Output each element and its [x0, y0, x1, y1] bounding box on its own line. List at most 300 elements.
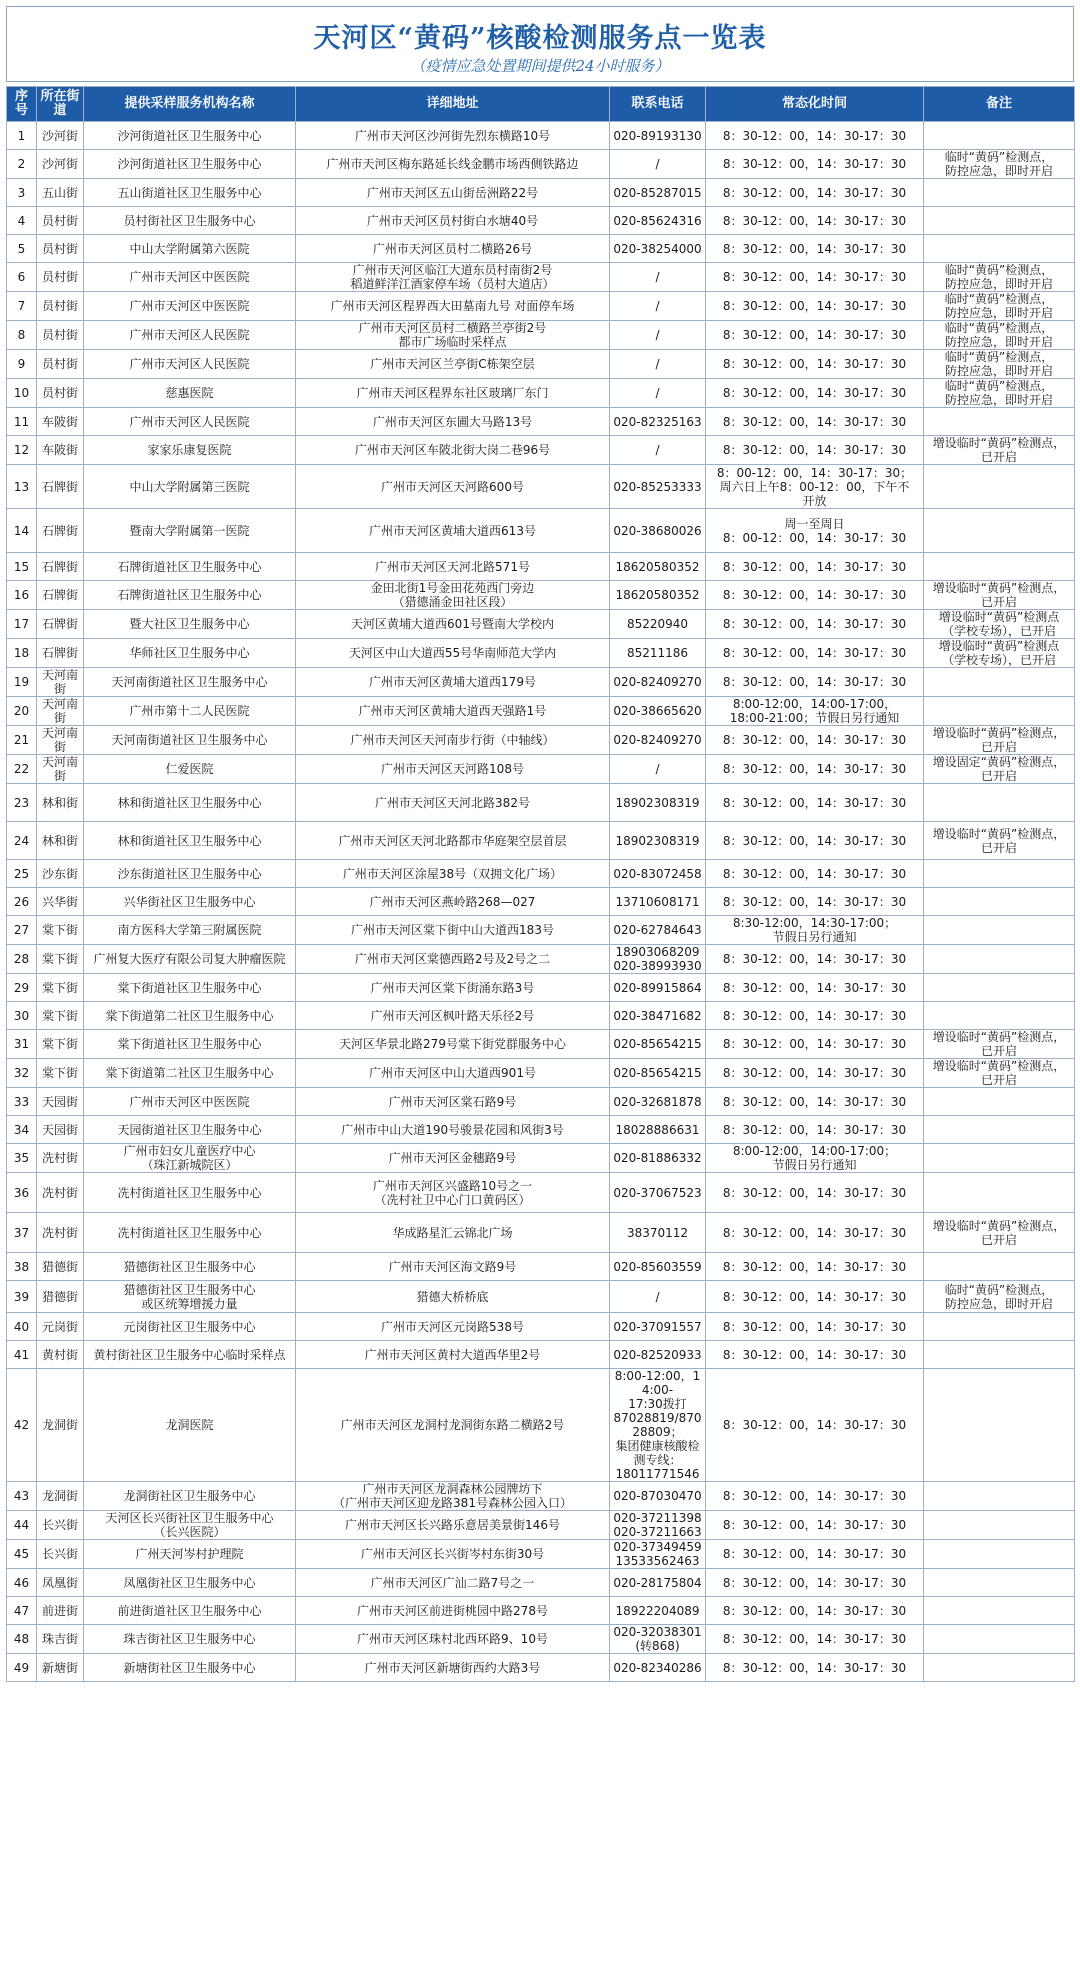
cell-phone: /: [610, 436, 706, 465]
cell-index: 9: [7, 350, 37, 379]
cell-index: 20: [7, 697, 37, 726]
cell-remarks: [924, 1173, 1075, 1213]
cell-remarks: 临时“黄码”检测点， 防控应急，即时开启: [924, 150, 1075, 179]
table-row: [7, 1059, 1075, 1088]
cell-institution: 石牌街道社区卫生服务中心: [84, 581, 296, 610]
table-row: [7, 916, 1075, 945]
cell-street: 棠下街: [37, 1059, 84, 1088]
cell-phone: 020-32038301 (转868): [610, 1625, 706, 1654]
cell-institution: 华师社区卫生服务中心: [84, 639, 296, 668]
cell-address: 猎德大桥桥底: [296, 1281, 610, 1313]
cell-institution: 元岗街社区卫生服务中心: [84, 1313, 296, 1341]
cell-hours: 8：30-12：00，14：30-17：30: [706, 292, 924, 321]
cell-remarks: 增设临时“黄码”检测点， 已开启: [924, 436, 1075, 465]
cell-remarks: 增设临时“黄码”检测点， 已开启: [924, 1059, 1075, 1088]
cell-address: 广州市天河区长兴路乐意居美景街146号: [296, 1511, 610, 1540]
cell-street: 新塘街: [37, 1654, 84, 1682]
cell-hours: 8：30-12：00，14：30-17：30: [706, 1597, 924, 1625]
cell-remarks: [924, 974, 1075, 1002]
cell-institution: 沙河街道社区卫生服务中心: [84, 122, 296, 150]
table-row: [7, 822, 1075, 860]
cell-remarks: [924, 1088, 1075, 1116]
cell-phone: /: [610, 350, 706, 379]
cell-address: 广州市天河区车陂北街大岗二巷96号: [296, 436, 610, 465]
cell-hours: 8：30-12：00，14：30-17：30: [706, 1116, 924, 1144]
cell-phone: 020-82325163: [610, 408, 706, 436]
cell-phone: /: [610, 379, 706, 408]
cell-address: 广州市天河区天河路600号: [296, 465, 610, 509]
cell-institution: 黄村街社区卫生服务中心临时采样点: [84, 1341, 296, 1369]
cell-street: 凤凰街: [37, 1569, 84, 1597]
cell-remarks: [924, 1002, 1075, 1030]
cell-institution: 广州市第十二人民医院: [84, 697, 296, 726]
cell-street: 兴华街: [37, 888, 84, 916]
cell-institution: 天河南街道社区卫生服务中心: [84, 668, 296, 697]
cell-street: 天河南街: [37, 755, 84, 784]
cell-street: 天河南街: [37, 726, 84, 755]
cell-hours: 8：30-12：00，14：30-17：30: [706, 1030, 924, 1059]
cell-hours: 8：30-12：00，14：30-17：30: [706, 321, 924, 350]
cell-address: 广州市中山大道190号骏景花园和风街3号: [296, 1116, 610, 1144]
cell-institution: 暨大社区卫生服务中心: [84, 610, 296, 639]
cell-hours: 8：30-12：00，14：30-17：30: [706, 974, 924, 1002]
cell-remarks: [924, 1313, 1075, 1341]
cell-street: 猎德街: [37, 1281, 84, 1313]
table-row: [7, 1341, 1075, 1369]
cell-phone: 020-85287015: [610, 179, 706, 207]
cell-hours: 8：00-12：00，14：30-17：30； 周六日上午8：00-12：00，下午不 开放: [706, 465, 924, 509]
table-row: [7, 974, 1075, 1002]
cell-street: 员村街: [37, 207, 84, 235]
cell-index: 10: [7, 379, 37, 408]
cell-hours: 8：30-12：00，14：30-17：30: [706, 610, 924, 639]
cell-address: 广州市天河区梅东路延长线金鹏市场西侧铁路边: [296, 150, 610, 179]
cell-address: 广州市天河区天河北路382号: [296, 784, 610, 822]
cell-street: 五山街: [37, 179, 84, 207]
cell-address: 广州市天河区龙洞森林公园牌坊下 （广州市天河区迎龙路381号森林公园入口）: [296, 1482, 610, 1511]
cell-institution: 中山大学附属第三医院: [84, 465, 296, 509]
table-row: [7, 150, 1075, 179]
cell-hours: 8：30-12：00，14：30-17：30: [706, 235, 924, 263]
cell-phone: 020-32681878: [610, 1088, 706, 1116]
cell-street: 员村街: [37, 350, 84, 379]
cell-street: 长兴街: [37, 1540, 84, 1569]
cell-hours: 8：30-12：00，14：30-17：30: [706, 122, 924, 150]
cell-address: 广州市天河区五山街岳洲路22号: [296, 179, 610, 207]
cell-phone: 020-82409270: [610, 726, 706, 755]
cell-street: 石牌街: [37, 581, 84, 610]
col-header-phone: 联系电话: [610, 87, 706, 122]
cell-remarks: [924, 235, 1075, 263]
cell-hours: 8：30-12：00，14：30-17：30: [706, 179, 924, 207]
cell-phone: 020-38254000: [610, 235, 706, 263]
cell-remarks: 增设临时“黄码”检测点 （学校专场），已开启: [924, 610, 1075, 639]
cell-phone: /: [610, 150, 706, 179]
cell-street: 长兴街: [37, 1511, 84, 1540]
cell-remarks: [924, 916, 1075, 945]
cell-index: 38: [7, 1253, 37, 1281]
cell-phone: 020-37091557: [610, 1313, 706, 1341]
cell-remarks: [924, 697, 1075, 726]
table-row: [7, 639, 1075, 668]
cell-phone: 020-82409270: [610, 668, 706, 697]
cell-address: 广州市天河区棠下街涌东路3号: [296, 974, 610, 1002]
cell-institution: 林和街道社区卫生服务中心: [84, 784, 296, 822]
cell-phone: 13710608171: [610, 888, 706, 916]
cell-hours: 8：30-12：00，14：30-17：30: [706, 1059, 924, 1088]
cell-institution: 棠下街道第二社区卫生服务中心: [84, 1059, 296, 1088]
cell-index: 43: [7, 1482, 37, 1511]
cell-phone: 020-37211398 020-37211663: [610, 1511, 706, 1540]
table-row: [7, 179, 1075, 207]
cell-phone: 020-89193130: [610, 122, 706, 150]
cell-phone: 8:00-12:00，14:00- 17:30拨打 87028819/87028809； 集团健康核酸检测专线： 18011771546: [610, 1369, 706, 1482]
cell-index: 4: [7, 207, 37, 235]
cell-remarks: [924, 465, 1075, 509]
cell-institution: 龙洞街社区卫生服务中心: [84, 1482, 296, 1511]
cell-remarks: 增设临时“黄码”检测点， 已开启: [924, 581, 1075, 610]
cell-hours: 8：30-12：00，14：30-17：30: [706, 1088, 924, 1116]
cell-phone: 18922204089: [610, 1597, 706, 1625]
cell-hours: 8：30-12：00，14：30-17：30: [706, 945, 924, 974]
cell-index: 17: [7, 610, 37, 639]
cell-address: 广州市天河区天河南步行街（中轴线）: [296, 726, 610, 755]
cell-hours: 8：30-12：00，14：30-17：30: [706, 755, 924, 784]
cell-street: 黄村街: [37, 1341, 84, 1369]
cell-index: 3: [7, 179, 37, 207]
cell-index: 39: [7, 1281, 37, 1313]
cell-hours: 8：30-12：00，14：30-17：30: [706, 350, 924, 379]
cell-address: 广州市天河区兰亭街C栋架空层: [296, 350, 610, 379]
cell-hours: 8：30-12：00，14：30-17：30: [706, 1654, 924, 1682]
table-row: [7, 945, 1075, 974]
table-row: [7, 1002, 1075, 1030]
cell-hours: 8：30-12：00，14：30-17：30: [706, 726, 924, 755]
table-row: [7, 755, 1075, 784]
cell-street: 猎德街: [37, 1253, 84, 1281]
cell-phone: 85211186: [610, 639, 706, 668]
cell-phone: 020-82520933: [610, 1341, 706, 1369]
cell-index: 46: [7, 1569, 37, 1597]
cell-phone: /: [610, 755, 706, 784]
cell-index: 32: [7, 1059, 37, 1088]
cell-street: 石牌街: [37, 509, 84, 553]
cell-address: 广州市天河区黄埔大道西613号: [296, 509, 610, 553]
cell-hours: 8：30-12：00，14：30-17：30: [706, 581, 924, 610]
cell-phone: 18620580352: [610, 553, 706, 581]
cell-street: 棠下街: [37, 916, 84, 945]
col-header-institution: 提供采样服务机构名称: [84, 87, 296, 122]
cell-remarks: 增设临时“黄码”检测点 （学校专场），已开启: [924, 639, 1075, 668]
cell-index: 8: [7, 321, 37, 350]
cell-address: 广州市天河区元岗路538号: [296, 1313, 610, 1341]
cell-hours: 8：30-12：00，14：30-17：30: [706, 1540, 924, 1569]
cell-phone: 020-85603559: [610, 1253, 706, 1281]
cell-remarks: 临时“黄码”检测点， 防控应急，即时开启: [924, 350, 1075, 379]
table-row: [7, 860, 1075, 888]
cell-institution: 猎德街社区卫生服务中心 或区统筹增援力量: [84, 1281, 296, 1313]
cell-index: 31: [7, 1030, 37, 1059]
cell-index: 29: [7, 974, 37, 1002]
cell-hours: 8：30-12：00，14：30-17：30: [706, 553, 924, 581]
cell-street: 元岗街: [37, 1313, 84, 1341]
cell-institution: 珠吉街社区卫生服务中心: [84, 1625, 296, 1654]
cell-institution: 棠下街道社区卫生服务中心: [84, 974, 296, 1002]
cell-address: 广州市天河区广汕二路7号之一: [296, 1569, 610, 1597]
cell-street: 珠吉街: [37, 1625, 84, 1654]
cell-phone: 020-85654215: [610, 1059, 706, 1088]
cell-phone: 020-37067523: [610, 1173, 706, 1213]
cell-address: 广州市天河区黄村大道西华里2号: [296, 1341, 610, 1369]
cell-index: 7: [7, 292, 37, 321]
cell-index: 41: [7, 1341, 37, 1369]
cell-hours: 8：30-12：00，14：30-17：30: [706, 888, 924, 916]
cell-address: 广州市天河区棠下街中山大道西183号: [296, 916, 610, 945]
cell-remarks: [924, 945, 1075, 974]
cell-index: 16: [7, 581, 37, 610]
cell-address: 广州市天河区珠村北西环路9、10号: [296, 1625, 610, 1654]
cell-index: 37: [7, 1213, 37, 1253]
cell-address: 广州市天河区员村街白水塘40号: [296, 207, 610, 235]
cell-address: 广州市天河区天河北路都市华庭架空层首层: [296, 822, 610, 860]
table-row: [7, 235, 1075, 263]
cell-institution: 猎德街社区卫生服务中心: [84, 1253, 296, 1281]
table-row: [7, 1173, 1075, 1213]
cell-phone: 18028886631: [610, 1116, 706, 1144]
cell-remarks: [924, 784, 1075, 822]
cell-hours: 8：30-12：00，14：30-17：30: [706, 784, 924, 822]
cell-street: 车陂街: [37, 436, 84, 465]
cell-hours: 周一至周日 8：00-12：00，14：30-17：30: [706, 509, 924, 553]
cell-remarks: [924, 1144, 1075, 1173]
cell-remarks: 增设临时“黄码”检测点， 已开启: [924, 1030, 1075, 1059]
cell-phone: 18902308319: [610, 784, 706, 822]
sampling-sites-table: [6, 86, 1075, 1682]
cell-institution: 仁爱医院: [84, 755, 296, 784]
table-row: [7, 350, 1075, 379]
cell-phone: 38370112: [610, 1213, 706, 1253]
cell-remarks: [924, 888, 1075, 916]
cell-hours: 8：30-12：00，14：30-17：30: [706, 150, 924, 179]
cell-street: 石牌街: [37, 465, 84, 509]
table-row: [7, 610, 1075, 639]
cell-phone: 020-28175804: [610, 1569, 706, 1597]
cell-hours: 8：30-12：00，14：30-17：30: [706, 860, 924, 888]
cell-institution: 南方医科大学第三附属医院: [84, 916, 296, 945]
cell-hours: 8：30-12：00，14：30-17：30: [706, 1625, 924, 1654]
cell-hours: 8：30-12：00，14：30-17：30: [706, 1369, 924, 1482]
cell-institution: 冼村街道社区卫生服务中心: [84, 1213, 296, 1253]
cell-address: 广州市天河区棠德西路2号及2号之二: [296, 945, 610, 974]
cell-institution: 天河南街道社区卫生服务中心: [84, 726, 296, 755]
cell-street: 龙洞街: [37, 1482, 84, 1511]
cell-street: 前进街: [37, 1597, 84, 1625]
cell-address: 广州市天河区枫叶路天乐径2号: [296, 1002, 610, 1030]
cell-phone: /: [610, 292, 706, 321]
cell-institution: 广州市天河区中医医院: [84, 292, 296, 321]
cell-remarks: [924, 1625, 1075, 1654]
cell-street: 冼村街: [37, 1173, 84, 1213]
cell-remarks: 增设临时“黄码”检测点， 已开启: [924, 1213, 1075, 1253]
cell-index: 42: [7, 1369, 37, 1482]
table-row: [7, 509, 1075, 553]
cell-phone: 020-38665620: [610, 697, 706, 726]
cell-hours: 8：30-12：00，14：30-17：30: [706, 263, 924, 292]
cell-hours: 8：30-12：00，14：30-17：30: [706, 1253, 924, 1281]
cell-institution: 广州市天河区人民医院: [84, 321, 296, 350]
cell-institution: 慈惠医院: [84, 379, 296, 408]
cell-remarks: [924, 1253, 1075, 1281]
table-row: [7, 697, 1075, 726]
cell-street: 林和街: [37, 784, 84, 822]
cell-hours: 8：30-12：00，14：30-17：30: [706, 1281, 924, 1313]
cell-index: 49: [7, 1654, 37, 1682]
cell-address: 广州市天河区兴盛路10号之一 （冼村社卫中心门口黄码区）: [296, 1173, 610, 1213]
table-row: [7, 379, 1075, 408]
cell-street: 棠下街: [37, 1030, 84, 1059]
cell-institution: 凤凰街社区卫生服务中心: [84, 1569, 296, 1597]
cell-address: 广州市天河区涂屋38号（双拥文化广场）: [296, 860, 610, 888]
cell-address: 广州市天河区天河路108号: [296, 755, 610, 784]
cell-street: 员村街: [37, 235, 84, 263]
cell-street: 石牌街: [37, 610, 84, 639]
cell-index: 47: [7, 1597, 37, 1625]
cell-hours: 8：30-12：00，14：30-17：30: [706, 1569, 924, 1597]
cell-index: 19: [7, 668, 37, 697]
cell-address: 广州市天河区中山大道西901号: [296, 1059, 610, 1088]
table-row: [7, 1213, 1075, 1253]
cell-street: 石牌街: [37, 639, 84, 668]
cell-street: 棠下街: [37, 974, 84, 1002]
cell-phone: 020-37349459 13533562463: [610, 1540, 706, 1569]
cell-address: 广州市天河区新塘街西约大路3号: [296, 1654, 610, 1682]
cell-address: 天河区华景北路279号棠下街党群服务中心: [296, 1030, 610, 1059]
cell-street: 天园街: [37, 1088, 84, 1116]
cell-address: 广州市天河区沙河街先烈东横路10号: [296, 122, 610, 150]
cell-address: 广州市天河区棠石路9号: [296, 1088, 610, 1116]
cell-institution: 广州天河岑村护理院: [84, 1540, 296, 1569]
cell-institution: 暨南大学附属第一医院: [84, 509, 296, 553]
cell-phone: 020-83072458: [610, 860, 706, 888]
cell-institution: 广州市天河区中医医院: [84, 263, 296, 292]
cell-remarks: [924, 1511, 1075, 1540]
cell-phone: 020-85253333: [610, 465, 706, 509]
cell-index: 22: [7, 755, 37, 784]
cell-index: 26: [7, 888, 37, 916]
cell-index: 36: [7, 1173, 37, 1213]
cell-remarks: [924, 1369, 1075, 1482]
cell-institution: 沙东街道社区卫生服务中心: [84, 860, 296, 888]
cell-phone: 020-85624316: [610, 207, 706, 235]
cell-remarks: [924, 408, 1075, 436]
cell-institution: 中山大学附属第六医院: [84, 235, 296, 263]
cell-address: 广州市天河区黄埔大道西179号: [296, 668, 610, 697]
cell-index: 24: [7, 822, 37, 860]
cell-address: 广州市天河区程界西大田墓南九号 对面停车场: [296, 292, 610, 321]
cell-index: 44: [7, 1511, 37, 1540]
cell-hours: 8：30-12：00，14：30-17：30: [706, 668, 924, 697]
cell-street: 林和街: [37, 822, 84, 860]
cell-phone: /: [610, 263, 706, 292]
cell-remarks: 临时“黄码”检测点， 防控应急，即时开启: [924, 1281, 1075, 1313]
cell-index: 1: [7, 122, 37, 150]
cell-index: 21: [7, 726, 37, 755]
table-row: [7, 408, 1075, 436]
col-header-remarks: 备注: [924, 87, 1075, 122]
table-row: [7, 1569, 1075, 1597]
cell-phone: 020-82340286: [610, 1654, 706, 1682]
cell-institution: 广州复大医疗有限公司复大肿瘤医院: [84, 945, 296, 974]
cell-hours: 8：30-12：00，14：30-17：30: [706, 408, 924, 436]
cell-hours: 8:30-12:00，14:30-17:00； 节假日另行通知: [706, 916, 924, 945]
cell-street: 石牌街: [37, 553, 84, 581]
cell-index: 18: [7, 639, 37, 668]
cell-remarks: 增设临时“黄码”检测点， 已开启: [924, 822, 1075, 860]
cell-index: 11: [7, 408, 37, 436]
table-row: [7, 1540, 1075, 1569]
cell-index: 13: [7, 465, 37, 509]
cell-index: 5: [7, 235, 37, 263]
table-row: [7, 465, 1075, 509]
cell-index: 30: [7, 1002, 37, 1030]
cell-institution: 石牌街道社区卫生服务中心: [84, 553, 296, 581]
cell-address: 天河区中山大道西55号华南师范大学内: [296, 639, 610, 668]
cell-hours: 8：30-12：00，14：30-17：30: [706, 822, 924, 860]
table-row: [7, 1597, 1075, 1625]
cell-street: 天河南街: [37, 668, 84, 697]
table-row: [7, 207, 1075, 235]
cell-remarks: 临时“黄码”检测点， 防控应急，即时开启: [924, 263, 1075, 292]
cell-phone: 85220940: [610, 610, 706, 639]
cell-remarks: [924, 179, 1075, 207]
table-body: [7, 122, 1075, 1682]
table-row: [7, 1482, 1075, 1511]
cell-institution: 天园街道社区卫生服务中心: [84, 1116, 296, 1144]
cell-hours: 8：30-12：00，14：30-17：30: [706, 207, 924, 235]
cell-hours: 8：30-12：00，14：30-17：30: [706, 1511, 924, 1540]
cell-remarks: [924, 1540, 1075, 1569]
cell-street: 员村街: [37, 379, 84, 408]
table-row: [7, 263, 1075, 292]
cell-remarks: 临时“黄码”检测点， 防控应急，即时开启: [924, 321, 1075, 350]
table-row: [7, 122, 1075, 150]
cell-street: 沙河街: [37, 122, 84, 150]
cell-index: 2: [7, 150, 37, 179]
cell-remarks: [924, 1341, 1075, 1369]
cell-address: 天河区黄埔大道西601号暨南大学校内: [296, 610, 610, 639]
cell-phone: /: [610, 1281, 706, 1313]
cell-street: 冼村街: [37, 1144, 84, 1173]
cell-hours: 8：30-12：00，14：30-17：30: [706, 1002, 924, 1030]
cell-institution: 天河区长兴街社区卫生服务中心 （长兴医院）: [84, 1511, 296, 1540]
cell-street: 冼村街: [37, 1213, 84, 1253]
cell-address: 广州市天河区员村二横路兰亭街2号 都市广场临时采样点: [296, 321, 610, 350]
page-title: 天河区“黄码”核酸检测服务点一览表: [313, 23, 767, 54]
cell-remarks: [924, 122, 1075, 150]
cell-institution: 广州市天河区中医医院: [84, 1088, 296, 1116]
cell-index: 23: [7, 784, 37, 822]
table-row: [7, 1116, 1075, 1144]
table-row: [7, 1281, 1075, 1313]
cell-hours: 8：30-12：00，14：30-17：30: [706, 1313, 924, 1341]
cell-hours: 8：30-12：00，14：30-17：30: [706, 1213, 924, 1253]
cell-remarks: 增设固定“黄码”检测点， 已开启: [924, 755, 1075, 784]
cell-index: 48: [7, 1625, 37, 1654]
page-subtitle: （疫情应急处置期间提供24小时服务）: [410, 57, 670, 75]
cell-remarks: [924, 207, 1075, 235]
cell-index: 25: [7, 860, 37, 888]
cell-institution: 家家乐康复医院: [84, 436, 296, 465]
